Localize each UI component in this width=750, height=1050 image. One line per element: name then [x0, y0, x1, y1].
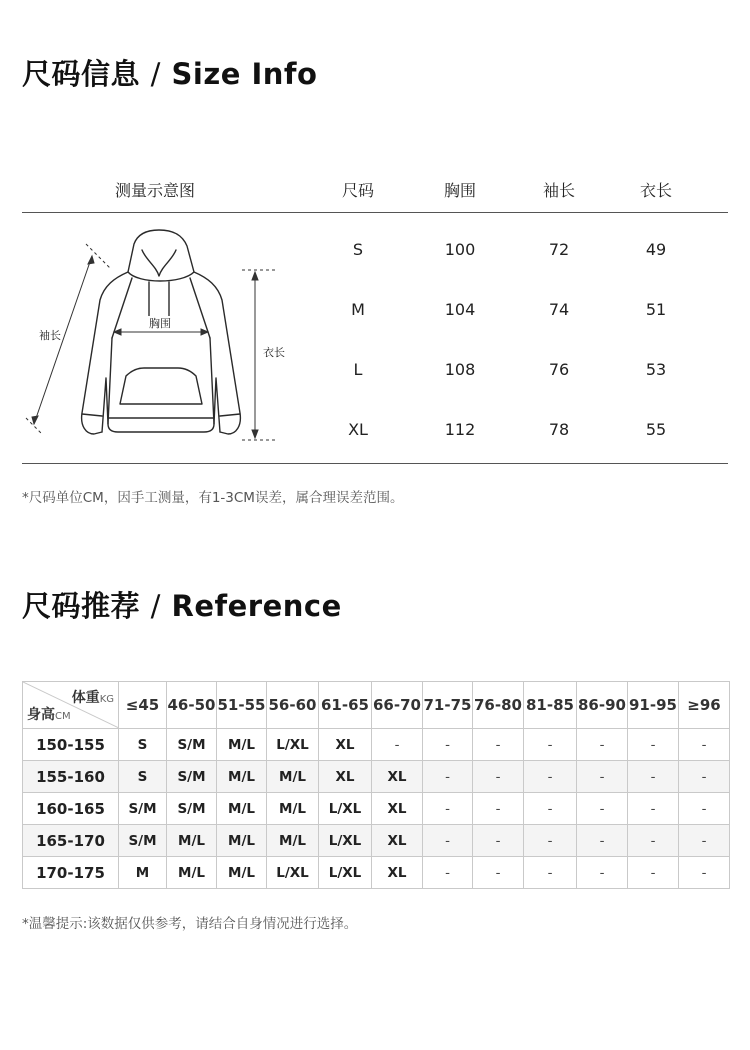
size-recommendation-cell: -	[628, 729, 679, 761]
size-recommendation-cell: -	[423, 857, 473, 889]
size-recommendation-cell: -	[473, 761, 524, 793]
size-recommendation-cell: -	[473, 825, 524, 857]
sleeve-cell: 74	[548, 300, 570, 319]
size-recommendation-cell: -	[577, 761, 628, 793]
height-cell: 150-155	[23, 729, 119, 761]
sleeve-cell: 76	[548, 360, 570, 379]
size-recommendation-cell: M/L	[217, 857, 267, 889]
size-recommendation-cell: XL	[372, 761, 423, 793]
size-recommendation-cell: S/M	[167, 761, 217, 793]
chest-cell: 104	[444, 300, 476, 319]
size-recommendation-cell: -	[628, 761, 679, 793]
size-recommendation-cell: -	[372, 729, 423, 761]
size-recommendation-cell: -	[577, 793, 628, 825]
size-recommendation-cell: -	[577, 825, 628, 857]
size-recommendation-cell: M/L	[267, 825, 319, 857]
size-recommendation-cell: -	[524, 761, 577, 793]
weight-header: 66-70	[372, 682, 423, 729]
size-recommendation-cell: L/XL	[267, 729, 319, 761]
size-row	[0, 240, 750, 262]
chest-cell: 100	[444, 240, 476, 259]
weight-header: ≤45	[119, 682, 167, 729]
reference-body	[23, 729, 730, 889]
title-separator: /	[150, 589, 161, 623]
size-cell: M	[351, 300, 365, 319]
height-axis-label: 身高CM	[27, 707, 71, 723]
size-recommendation-cell: -	[524, 729, 577, 761]
size-recommendation-cell: S/M	[167, 793, 217, 825]
table-row	[23, 761, 730, 793]
corner-header-cell	[23, 682, 119, 729]
size-row	[0, 420, 750, 442]
sleeve-cell: 72	[548, 240, 570, 259]
size-recommendation-cell: -	[679, 793, 730, 825]
size-info-title	[22, 52, 317, 93]
size-recommendation-cell: -	[628, 857, 679, 889]
size-recommendation-cell: -	[473, 857, 524, 889]
size-recommendation-cell: -	[524, 793, 577, 825]
column-header-diagram: 测量示意图	[114, 181, 195, 200]
height-cell: 155-160	[23, 761, 119, 793]
column-header-sleeve: 袖长	[542, 181, 575, 200]
reference-note: *温馨提示:该数据仅供参考，请结合自身情况进行选择。	[22, 916, 358, 932]
size-recommendation-cell: -	[423, 761, 473, 793]
weight-header: 71-75	[423, 682, 473, 729]
size-recommendation-cell: XL	[372, 793, 423, 825]
size-recommendation-cell: XL	[372, 857, 423, 889]
size-recommendation-cell: -	[577, 857, 628, 889]
size-recommendation-cell: XL	[319, 761, 372, 793]
column-header-length: 衣长	[639, 181, 672, 200]
size-recommendation-cell: M/L	[217, 793, 267, 825]
size-recommendation-cell: S/M	[167, 729, 217, 761]
chest-label: 胸围	[149, 317, 171, 330]
size-recommendation-cell: -	[679, 729, 730, 761]
length-cell: 53	[645, 360, 667, 379]
size-recommendation-cell: M/L	[217, 729, 267, 761]
reference-title-en: Reference	[171, 589, 342, 623]
header-divider	[22, 212, 728, 213]
column-header-size: 尺码	[341, 181, 374, 200]
length-label: 衣长	[263, 346, 285, 359]
size-recommendation-cell: S/M	[119, 793, 167, 825]
size-recommendation-cell: S/M	[119, 825, 167, 857]
table-row	[23, 857, 730, 889]
reference-title	[22, 584, 342, 625]
weight-header: 76-80	[473, 682, 524, 729]
size-reference-table	[22, 681, 730, 889]
weight-header: 61-65	[319, 682, 372, 729]
size-recommendation-cell: -	[423, 793, 473, 825]
sleeve-label: 袖长	[39, 329, 61, 342]
length-cell: 55	[645, 420, 667, 439]
column-header-chest: 胸围	[443, 181, 476, 200]
sleeve-cell: 78	[548, 420, 570, 439]
weight-header: 56-60	[267, 682, 319, 729]
size-cell: XL	[348, 420, 368, 439]
size-recommendation-cell: L/XL	[319, 793, 372, 825]
size-recommendation-cell: -	[423, 729, 473, 761]
size-info-note: *尺码单位CM，因手工测量，有1-3CM误差，属合理误差范围。	[22, 490, 404, 506]
chest-cell: 108	[444, 360, 476, 379]
size-recommendation-cell: S	[119, 729, 167, 761]
height-cell: 160-165	[23, 793, 119, 825]
weight-header: ≥96	[679, 682, 730, 729]
size-row	[0, 360, 750, 382]
size-recommendation-cell: -	[628, 793, 679, 825]
size-recommendation-cell: XL	[319, 729, 372, 761]
size-recommendation-cell: -	[679, 857, 730, 889]
size-cell: S	[352, 240, 364, 259]
size-recommendation-cell: -	[577, 729, 628, 761]
size-recommendation-cell: M	[119, 857, 167, 889]
table-row	[23, 793, 730, 825]
size-recommendation-cell: -	[679, 761, 730, 793]
size-recommendation-cell: -	[524, 825, 577, 857]
size-recommendation-cell: M/L	[217, 761, 267, 793]
size-recommendation-cell: -	[473, 793, 524, 825]
height-cell: 170-175	[23, 857, 119, 889]
size-recommendation-cell: -	[628, 825, 679, 857]
size-recommendation-cell: M/L	[167, 825, 217, 857]
weight-header: 81-85	[524, 682, 577, 729]
table-bottom-divider	[22, 463, 728, 464]
size-recommendation-cell: M/L	[167, 857, 217, 889]
size-recommendation-cell: L/XL	[319, 857, 372, 889]
weight-header-row	[23, 682, 730, 729]
length-cell: 51	[645, 300, 667, 319]
chest-cell: 112	[444, 420, 476, 439]
size-recommendation-cell: L/XL	[319, 825, 372, 857]
size-recommendation-cell: M/L	[267, 793, 319, 825]
title-separator: /	[150, 57, 161, 91]
size-cell: L	[353, 360, 363, 379]
weight-header: 91-95	[628, 682, 679, 729]
reference-title-cn: 尺码推荐	[22, 589, 141, 623]
size-recommendation-cell: -	[524, 857, 577, 889]
size-recommendation-cell: -	[423, 825, 473, 857]
weight-header: 46-50	[167, 682, 217, 729]
size-recommendation-cell: M/L	[267, 761, 319, 793]
size-row	[0, 300, 750, 322]
size-info-title-cn: 尺码信息	[22, 57, 141, 91]
length-cell: 49	[645, 240, 667, 259]
size-recommendation-cell: S	[119, 761, 167, 793]
table-row	[23, 729, 730, 761]
table-row	[23, 825, 730, 857]
size-recommendation-cell: M/L	[217, 825, 267, 857]
size-info-title-en: Size Info	[171, 57, 318, 91]
height-cell: 165-170	[23, 825, 119, 857]
size-recommendation-cell: -	[679, 825, 730, 857]
size-recommendation-cell: L/XL	[267, 857, 319, 889]
weight-header: 86-90	[577, 682, 628, 729]
size-recommendation-cell: XL	[372, 825, 423, 857]
weight-header: 51-55	[217, 682, 267, 729]
size-recommendation-cell: -	[473, 729, 524, 761]
weight-axis-label: 体重KG	[71, 690, 114, 706]
